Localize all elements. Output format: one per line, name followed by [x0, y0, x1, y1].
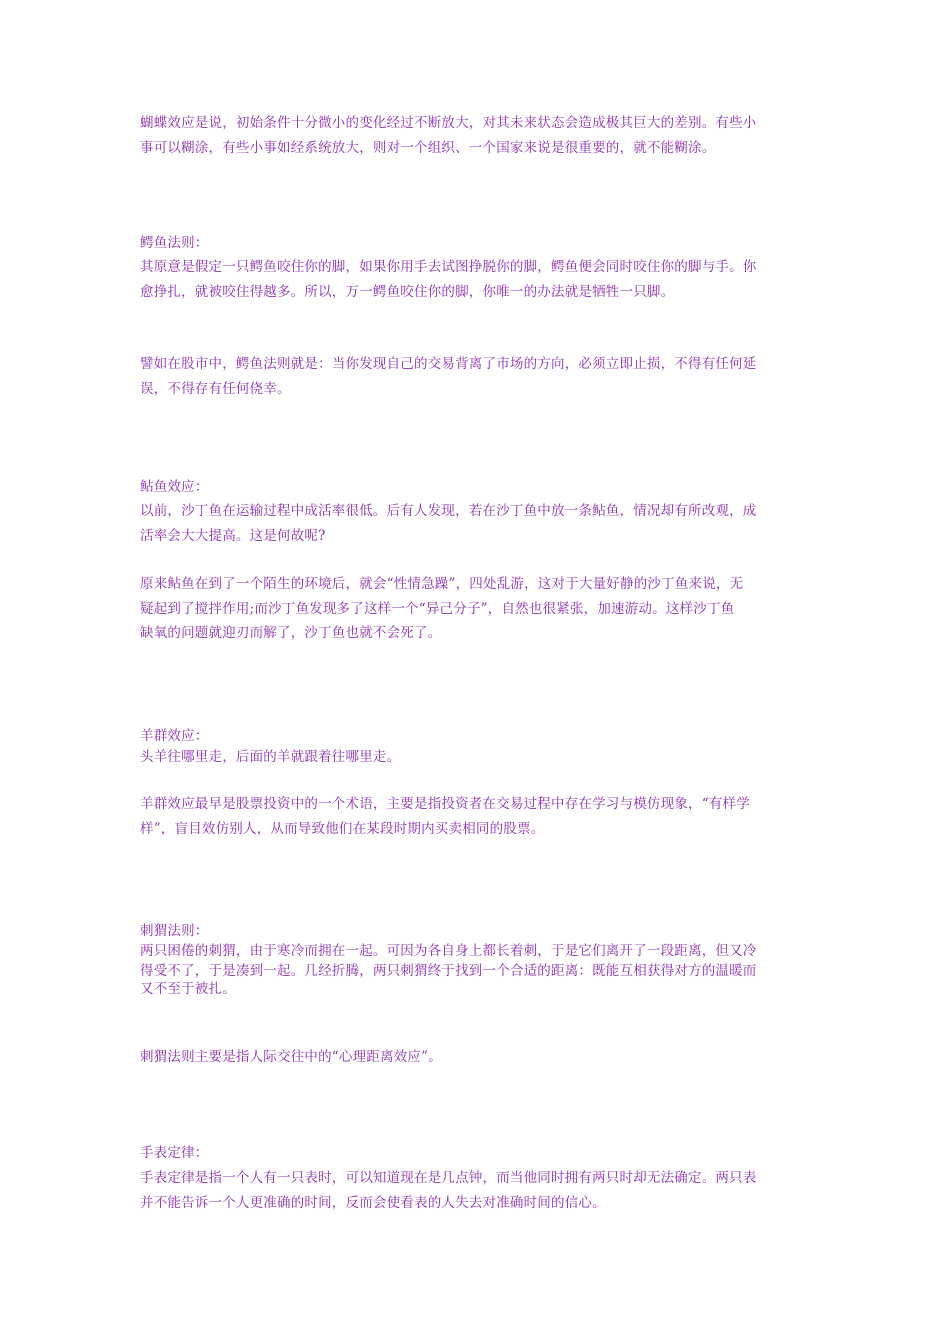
crocodile-rule-stock-line-2: 误，不得存有任何侥幸。 [140, 381, 291, 397]
catfish-effect-heading: 鲇鱼效应： [140, 479, 209, 495]
crocodile-rule-stock-line-1: 譬如在股市中，鳄鱼法则就是：当你发现自己的交易背离了市场的方向，必须立即止损，不得有任何延 [140, 356, 757, 372]
catfish-effect-text-line-1: 以前，沙丁鱼在运输过程中成活率很低。后有人发现，若在沙丁鱼中放一条鲇鱼，情况却有所改观，成 [140, 503, 757, 519]
herd-effect-explanation-line-1: 羊群效应最早是股票投资中的一个术语，主要是指投资者在交易过程中存在学习与模仿现象，“有样学 [140, 796, 750, 812]
herd-effect-explanation-line-2: 样”，盲目效仿别人，从而导致他们在某段时期内买卖相同的股票。 [140, 821, 545, 837]
butterfly-effect-text-line-2: 事可以糊涂，有些小事如经系统放大，则对一个组织、一个国家来说是很重要的，就不能糊涂。 [140, 140, 716, 156]
hedgehog-rule-text-line-2: 得受不了，于是凑到一起。几经折腾，两只刺猬终于找到一个合适的距离：既能互相获得对方的温暖而 [140, 963, 757, 979]
hedgehog-rule-heading: 刺猬法则： [140, 923, 209, 939]
hedgehog-rule-text-line-1: 两只困倦的刺猬，由于寒冷而拥在一起。可因为各自身上都长着刺，于是它们离开了一段距离，但又冷 [140, 943, 757, 959]
hedgehog-rule-summary: 刺猬法则主要是指人际交往中的“心理距离效应”。 [140, 1049, 442, 1065]
watch-law-heading: 手表定律： [140, 1145, 209, 1161]
document-page [140, 0, 820, 1344]
crocodile-rule-text-line-1: 其原意是假定一只鳄鱼咬住你的脚，如果你用手去试图挣脱你的脚，鳄鱼便会同时咬住你的脚与手。你 [140, 259, 757, 275]
crocodile-rule-heading: 鳄鱼法则： [140, 235, 209, 251]
catfish-effect-text-line-2: 活率会大大提高。这是何故呢? [140, 528, 326, 544]
herd-effect-heading: 羊群效应： [140, 728, 209, 744]
butterfly-effect-text-line-1: 蝴蝶效应是说，初始条件十分微小的变化经过不断放大，对其未来状态会造成极其巨大的差别。有些小 [140, 115, 757, 131]
hedgehog-rule-text-line-3: 又不至于被扎。 [140, 981, 236, 997]
catfish-explanation-line-3: 缺氧的问题就迎刃而解了，沙丁鱼也就不会死了。 [140, 625, 442, 641]
catfish-explanation-line-2: 疑起到了搅拌作用;而沙丁鱼发现多了这样一个“异己分子”，自然也很紧张，加速游动。这样沙丁鱼 [140, 601, 735, 617]
watch-law-text-line-1: 手表定律是指一个人有一只表时，可以知道现在是几点钟，而当他同时拥有两只时却无法确定。两只表 [140, 1170, 757, 1186]
crocodile-rule-text-line-2: 愈挣扎，就被咬住得越多。所以，万一鳄鱼咬住你的脚，你唯一的办法就是牺牲一只脚。 [140, 284, 675, 300]
catfish-explanation-line-1: 原来鲇鱼在到了一个陌生的环境后，就会“性情急躁”，四处乱游，这对于大量好静的沙丁鱼来说，无 [140, 576, 744, 592]
watch-law-text-line-2: 并不能告诉一个人更准确的时间，反而会使看表的人失去对准确时间的信心。 [140, 1195, 606, 1211]
herd-effect-text-line-1: 头羊往哪里走，后面的羊就跟着往哪里走。 [140, 749, 401, 765]
